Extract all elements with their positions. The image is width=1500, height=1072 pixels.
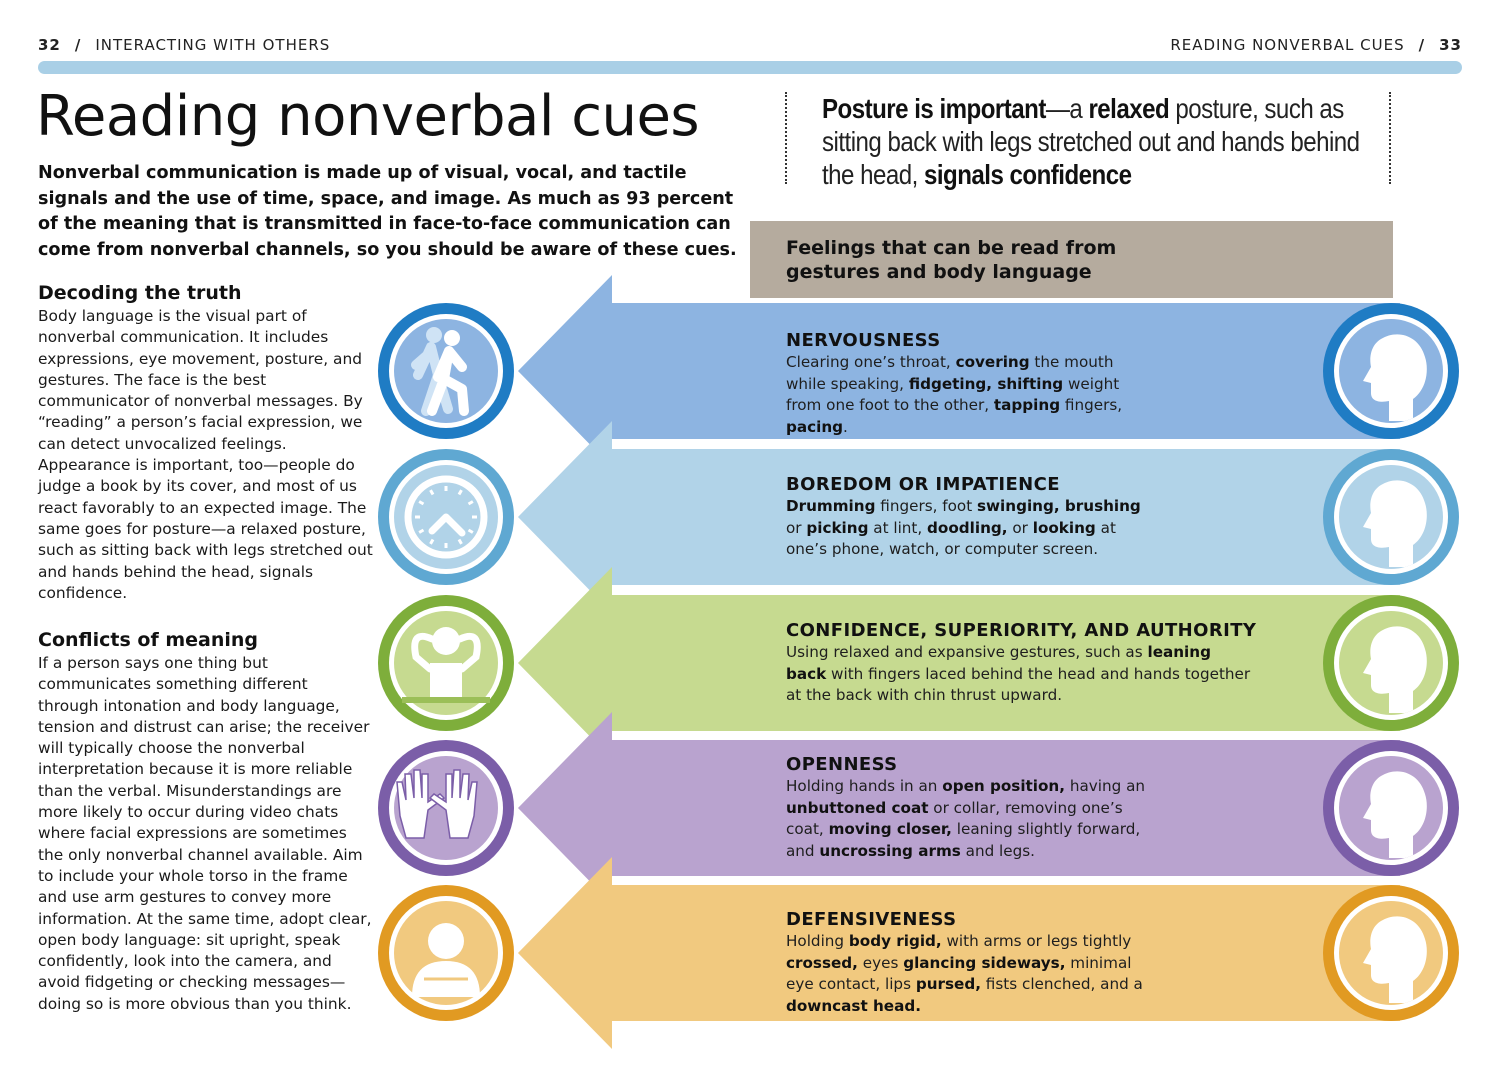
section-heading-conflicts: Conflicts of meaning	[38, 629, 258, 651]
section-body-conflicts: If a person says one thing but communicates something different through intonation and body language, tension and distrust can arise; the receiver will typically choose the nonverbal interpretation because it is more reliable than the verbal. Misunderstandings are more likely to occur during video chats where facial expressions are sometimes the only nonverbal channel available. Aim to include your whole torso in the frame and use arm gestures to convey more information. At the same time, adopt clear, open body language: sit upright, speak confidently, look into the camera, and avoid fidgeting or checking messages—doing so is more obvious than you think.	[38, 654, 372, 1013]
cue-description: Using relaxed and expansive gestures, such as leaning back with fingers laced behind the head and hands together at the back with chin thrust upward.	[786, 643, 1251, 704]
head-profile-icon	[1323, 595, 1459, 731]
right-running-title: READING NONVERBAL CUES	[1170, 36, 1405, 54]
cue-description: Holding hands in an open position, having an unbuttoned coat or collar, removing one’s coat, moving closer, leaning slightly forward, and uncrossing arms and legs.	[786, 777, 1146, 860]
cue-description: Clearing one’s throat, covering the mouth while speaking, fidgeting, shifting weight from one foot to the other, tapping fingers, pacing.	[786, 353, 1123, 436]
cue-title: BOREDOM OR IMPATIENCE	[786, 474, 1060, 495]
head-profile-icon	[1323, 449, 1459, 585]
section-heading-decoding: Decoding the truth	[38, 282, 242, 304]
head-profile-icon	[1323, 740, 1459, 876]
intro-paragraph: Nonverbal communication is made up of visual, vocal, and tactile signals and the use of time, space, and image. As much as 93 percent of the meaning that is transmitted in face-to-face communication can come from nonverbal channels, so you should be aware of these cues.	[38, 163, 737, 260]
head-profile-icon	[1323, 885, 1459, 1021]
cue-title: NERVOUSNESS	[786, 330, 941, 351]
walking-people-icon	[378, 303, 514, 439]
header-separator: /	[1418, 36, 1426, 54]
clock-icon	[378, 449, 514, 585]
cue-title: OPENNESS	[786, 754, 898, 775]
cue-title: DEFENSIVENESS	[786, 909, 957, 930]
pull-quote-text: Posture is important—a relaxed posture, such as sitting back with legs stretched out and hands behind the head, signals confidence	[822, 93, 1360, 190]
head-profile-icon	[1323, 303, 1459, 439]
header-separator: /	[74, 36, 82, 54]
page-title: Reading nonverbal cues	[36, 84, 700, 149]
cue-title: CONFIDENCE, SUPERIORITY, AND AUTHORITY	[786, 620, 1257, 641]
right-page-number: 33	[1439, 36, 1462, 54]
section-body-decoding: Body language is the visual part of nonverbal communication. It includes expressions, eye movement, posture, and gestures. The face is the best communicator of nonverbal messages. By “reading” a person’s facial expression, we can detect unvocalized feelings. Appearance is important, too—people do judge a book by its cover, and most of us react favorably to an expected image. The same goes for posture—a relaxed posture, such as sitting back with legs stretched out and hands behind the head, signals confidence.	[38, 307, 373, 602]
feelings-title: Feelings that can be read from gestures and body language	[786, 237, 1117, 283]
open-hands-icon	[378, 740, 514, 876]
person-arms-crossed-icon	[378, 885, 514, 1021]
left-running-title: INTERACTING WITH OTHERS	[95, 36, 331, 54]
cue-description: Drumming fingers, foot swinging, brushing or picking at lint, doodling, or looking at one’s phone, watch, or computer screen.	[786, 497, 1141, 558]
cue-description: Holding body rigid, with arms or legs tightly crossed, eyes glancing sideways, minimal eye contact, lips pursed, fists clenched, and a downcast head.	[786, 932, 1143, 1015]
left-page-number: 32	[38, 36, 61, 54]
hands-behind-head-icon	[378, 595, 514, 731]
